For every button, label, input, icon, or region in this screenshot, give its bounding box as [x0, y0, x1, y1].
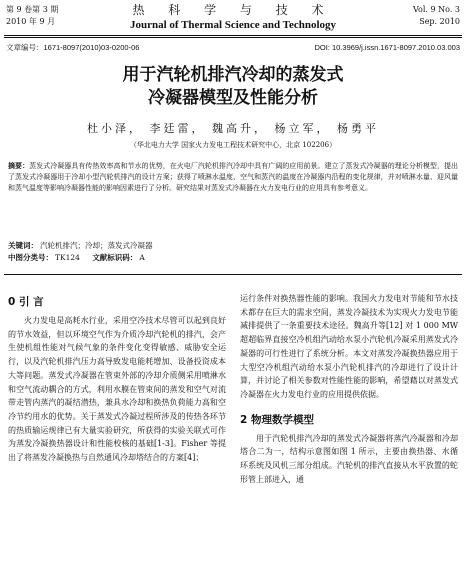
affiliation: （华北电力大学 国家火力发电工程技术研究中心，北京 102206） [129, 141, 337, 149]
body-paragraph: 用于汽轮机排汽冷却的蒸发式冷凝器将蒸汽冷凝器和冷却塔合二为一，结构示意图如图 1 所示，主要由换热器、水循环系统及风机三部分组成。汽轮机的排汽直接从水平放置的蛇形管上部进入，通 [240, 433, 458, 484]
journal-header [0, 0, 466, 38]
header-rule-top [4, 35, 462, 36]
keywords-label: 关键词： [8, 241, 38, 250]
journal-name [0, 2, 466, 32]
title-line-2: 冷凝器模型及性能分析 [148, 88, 318, 108]
issue-info-en [413, 4, 460, 28]
date-en: Sep. 2010 [419, 17, 460, 26]
keywords-text: 汽轮机排汽；冷却；蒸发式冷凝器 [40, 241, 153, 250]
keywords [8, 240, 458, 252]
body-column-left [8, 290, 226, 465]
body-paragraph: 火力发电是高耗水行业，采用空冷技术尽管可以起到良好的节水效益，但以环境空气作为介质冷却汽轮机的排汽，会产生使机组性能对气候气象的条件变化变得敏感、威胁安全运行，以及汽轮机排汽压力高导致发电能耗增加、设备投资成本大等问题。蒸发式冷凝器在管束外部的冷却介质侧采用喷淋水和空气流动耦合的方式，利用水膜在管束间的蒸发和空气对流带走管内蒸汽的凝结潜热，兼具水冷却和换热负荷能力高和空冷节约用水的优势。关于蒸发式冷凝过程所涉及的传热各环节的热质输运规律已有大量实验研究，所获得的实验关联式可作为蒸发冷凝换热器设计和性能校核的基础[1-3]。Fisher 等提出了将蒸发冷凝换热与自然通风冷却塔结合的方案[4]； [8, 316, 226, 463]
article-meta [6, 42, 460, 54]
article-number: 文章编号：1671-8097(2010)03-0200-06 [6, 43, 140, 52]
doc-code-value: A [139, 253, 145, 262]
classification-line [8, 252, 458, 264]
paper-title [0, 64, 466, 110]
section-heading-intro: 0 引 言 [8, 296, 44, 308]
abstract-label: 摘要： [8, 161, 30, 170]
volume-issue-cn: 第 9 卷第 3 期 [6, 5, 59, 14]
volume-issue-en: Vol. 9 No. 3 [413, 5, 460, 14]
doc-code-label: 文献标识码： [92, 253, 138, 262]
date-cn: 2010 年 9 月 [6, 17, 56, 26]
section-heading-model: 2 物理数学模型 [240, 413, 314, 426]
clc-value: TK124 [55, 253, 80, 262]
journal-name-en: Journal of Thermal Science and Technology [129, 19, 337, 31]
title-line-1: 用于汽轮机排汽冷却的蒸发式 [122, 65, 344, 85]
header-rule-bottom [4, 37, 462, 38]
doi: DOI: 10.3969/j.issn.1671-8097.2010.03.003 [314, 43, 460, 52]
body-paragraph: 运行条件对换热器性能的影响。我国火力发电对节能和节水技术都存在巨大的需求空间，蒸发冷凝技术为实现火力发电节能减排提供了一条重要技术途径。魏高升等[12] 对 1 000 MW 超超临界直接空冷机组汽动给水泵小汽轮机冷凝采用蒸发式冷凝器的可行性进行了系统分析。本文对蒸发冷凝换热器应用于大型空冷机组汽动给水泵小汽轮机排汽的冷却进行了设计计算，并讨论了相关参数对性能性能的影响，希望藉以对蒸发式冷凝器在火力发电行业的应用提供依据。 [240, 294, 458, 399]
abstract-text: 蒸发式冷凝器具有传热效率高和节水的优势，在火电厂汽轮机排汽冷却中具有广阔的应用前景。建立了蒸发式冷凝器的理论分析模型，提出了蒸发式冷凝器用于冷却小型汽轮机排汽的设计方案；获得了喷淋水温度、空气和蒸汽的温度在冷凝器内沿程的变化规律，并对喷淋水量、迎风量和蒸气温度等影响冷凝器性能的影响因素进行了分析。研究结果对蒸发式冷凝器在火力发电行业的应用具有参考意义。 [8, 162, 459, 192]
clc-label: 中图分类号： [8, 253, 53, 262]
journal-name-cn: 热 科 学 与 技 术 [132, 3, 334, 17]
abstract [8, 160, 458, 194]
author-list: 杜小泽， 李廷雷， 魏高升， 杨立军， 杨勇平 [87, 122, 379, 135]
body-column-right [240, 292, 458, 486]
abstract-rule [4, 274, 462, 275]
